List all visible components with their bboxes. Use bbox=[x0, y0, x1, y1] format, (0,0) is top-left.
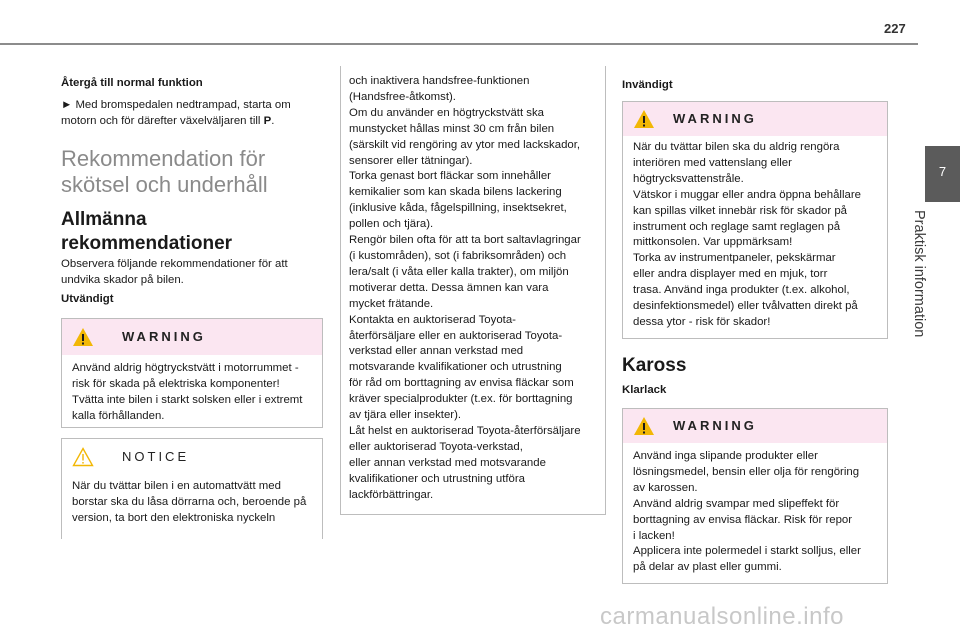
paragraph-restart bbox=[61, 98, 313, 130]
notice-title: NOTICE bbox=[122, 449, 190, 464]
header-rule bbox=[0, 43, 918, 45]
section-title bbox=[61, 146, 268, 198]
warning-header bbox=[62, 319, 322, 355]
heading-clear-coat: Klarlack bbox=[622, 384, 667, 396]
gear-p-label: P bbox=[263, 114, 272, 127]
subsection-title bbox=[61, 208, 232, 256]
paragraph-restart-end: . bbox=[271, 114, 275, 127]
notice-icon bbox=[72, 447, 94, 467]
subsection-title-line2: rekommendationer bbox=[61, 233, 233, 254]
chapter-number: 7 bbox=[938, 164, 947, 179]
notice-box bbox=[61, 438, 323, 539]
warning-text: Använd aldrig högtryckstvätt i motorrummet - risk för skada på elektriska komponenter! Tvätta inte bilen i starkt solsken eller i extremt kalla förhållanden. bbox=[72, 362, 303, 422]
notice-header bbox=[62, 439, 322, 473]
warning-header bbox=[623, 409, 887, 443]
warning-title: WARNING bbox=[673, 418, 757, 433]
warning-box-clear-coat bbox=[622, 408, 888, 584]
subsection-title-line1: Allmänna bbox=[61, 209, 147, 230]
section-title-line2: skötsel och underhåll bbox=[61, 172, 268, 197]
intro-text: Observera följande rekommendationer för att undvika skador på bilen. bbox=[61, 258, 288, 286]
warning-icon bbox=[72, 327, 94, 347]
page-number: 227 bbox=[884, 21, 906, 36]
section-title-line1: Rekommendation för bbox=[61, 146, 266, 171]
paragraph-restart-text: ► Med bromspedalen nedtrampad, starta om motorn och för därefter växelväljaren till bbox=[61, 99, 291, 127]
heading-interior: Invändigt bbox=[622, 79, 673, 91]
warning-text: Använd inga slipande produkter eller lösningsmedel, bensin eller olja för rengöring av karossen. Använd aldrig svampar med slipeffekt för borttagning av envisa fläckar. Risk för repor i lacken! Applicera inte polermedel i starkt solljus, eller på delar av plast eller gummi. bbox=[633, 450, 861, 574]
warning-text: När du tvättar bilen ska du aldrig rengöra interiören med vattenslang eller högtrycksvattenstråle. Vätskor i muggar eller andra öppna behållare kan spillas vilket innebär risk för skador på instrument och reglage samt reglagen på mittkonsolen. Var uppmärksam! Torka av instrumentpaneler, pekskärmar eller andra displayer med en mjuk, torr trasa. Använd inga produkter (t.ex. alkohol, desinfektionsmedel) eller tvålvatten direkt på dessa ytor - risk för skador! bbox=[633, 141, 861, 328]
warning-icon bbox=[633, 416, 655, 436]
notice-continuation-text: och inaktivera handsfree-funktionen (Handsfree-åtkomst). Om du använder en högtryckstvätt ska munstycket hållas minst 30 cm från bilen (särskilt vid rengöring av ytor med lackskador, sensorer eller tätningar). Torka genast bort fläckar som innehåller kemikalier som kan skada bilens lackering (inklusive kåda, fågelspillning, insektsekret, pollen och tjära). Rengör bilen ofta för att ta bort saltavlagringar (i kustområden), sot (i fabriksområden) och lera/salt (i våta eller kalla trakter), om miljön motiverar detta. Dessa ämnen kan vara mycket frätande. Kontakta en auktoriserad Toyota- återförsäljare eller en auktoriserad Toyota- verkstad eller annan verkstad med motsvarande kvalifikationer och utrustning för råd om borttagning av envisa fläckar som kräver specialprodukter (t.ex. för borttagning av tjära eller insekter). Låt helst en auktoriserad Toyota-återförsäljare eller auktoriserad Toyota-verkstad, eller annan verkstad med motsvarande kvalifikationer och utrustning utföra lackförbättringar. bbox=[349, 75, 581, 501]
warning-box-interior bbox=[622, 101, 888, 339]
chapter-title: Praktisk information bbox=[911, 210, 927, 338]
watermark: carmanualsonline.info bbox=[600, 603, 844, 630]
heading-normal-function: Återgå till normal funktion bbox=[61, 77, 203, 89]
subsection-kaross: Kaross bbox=[622, 355, 687, 376]
warning-box-exterior bbox=[61, 318, 323, 428]
warning-icon bbox=[633, 109, 655, 129]
chapter-tab[interactable] bbox=[925, 146, 960, 202]
notice-continuation-box bbox=[340, 66, 606, 515]
notice-text: När du tvättar bilen i en automattvätt med borstar ska du låsa dörrarna och, beroende på version, ta bort den elektroniska nyckeln bbox=[72, 480, 307, 524]
warning-header bbox=[623, 102, 887, 136]
warning-title: WARNING bbox=[122, 329, 206, 344]
heading-exterior: Utvändigt bbox=[61, 293, 114, 305]
warning-title: WARNING bbox=[673, 111, 757, 126]
